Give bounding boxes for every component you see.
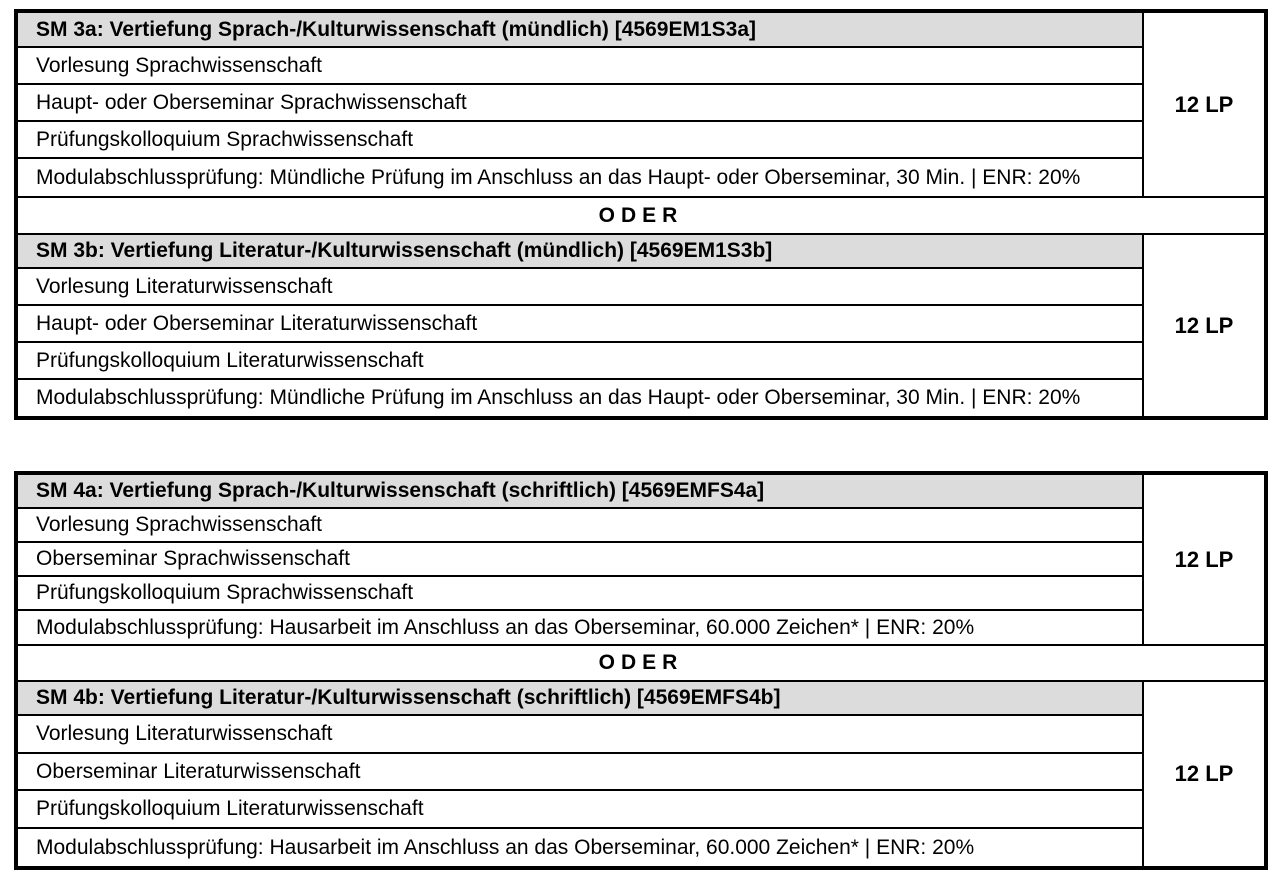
module-item: Vorlesung Sprachwissenschaft [18, 509, 1142, 543]
module-title: SM 4a: Vertiefung Sprach-/Kulturwissenschaft (schriftlich) [4569EMFS4a] [18, 475, 1142, 509]
module-title: SM 3b: Vertiefung Literatur-/Kulturwissenschaft (mündlich) [4569EM1S3b] [18, 235, 1142, 269]
credits-cell: 12 LP [1142, 475, 1264, 644]
module-exam: Modulabschlussprüfung: Mündliche Prüfung im Anschluss an das Haupt- oder Oberseminar, 30 Min. | ENR: 20% [36, 165, 1081, 189]
module-exam: Modulabschlussprüfung: Hausarbeit im Anschluss an das Oberseminar, 60.000 Zeichen* | ENR: 20% [36, 615, 975, 639]
module-exam: Modulabschlussprüfung: Mündliche Prüfung im Anschluss an das Haupt- oder Oberseminar, 30 Min. | ENR: 20% [36, 386, 1081, 409]
module-item: Oberseminar Sprachwissenschaft [18, 543, 1142, 577]
credits-cell: 12 LP [1142, 235, 1264, 416]
module-item: Prüfungskolloquium Sprachwissenschaft [18, 577, 1142, 611]
module-exam: Modulabschlussprüfung: Hausarbeit im Anschluss an das Oberseminar, 60.000 Zeichen* | ENR: 20% [36, 835, 975, 859]
module-item: Oberseminar Literaturwissenschaft [18, 754, 1142, 791]
module-item: Haupt- oder Oberseminar Literaturwissenschaft [18, 306, 1142, 343]
module-item: Vorlesung Sprachwissenschaft [18, 48, 1142, 85]
module-sm4b [18, 682, 1142, 866]
oder-separator: ODER [18, 196, 1264, 235]
module-table-sm3 [14, 9, 1268, 420]
module-sm3a [18, 13, 1142, 196]
module-item: Vorlesung Literaturwissenschaft [18, 716, 1142, 754]
module-title: SM 4b: Vertiefung Literatur-/Kulturwissenschaft (schriftlich) [4569EMFS4b] [18, 682, 1142, 716]
module-item: Prüfungskolloquium Literaturwissenschaft [18, 791, 1142, 829]
module-table-sm4 [14, 471, 1268, 870]
module-sm4a [18, 475, 1142, 644]
credits-cell: 12 LP [1142, 682, 1264, 866]
oder-separator: ODER [18, 644, 1264, 682]
credits-cell: 12 LP [1142, 13, 1264, 196]
module-item: Haupt- oder Oberseminar Sprachwissenschaft [18, 85, 1142, 122]
module-item: Prüfungskolloquium Literaturwissenschaft [18, 343, 1142, 380]
module-title: SM 3a: Vertiefung Sprach-/Kulturwissenschaft (mündlich) [4569EM1S3a] [18, 13, 1142, 48]
module-item: Vorlesung Literaturwissenschaft [18, 269, 1142, 306]
module-item: Prüfungskolloquium Sprachwissenschaft [18, 122, 1142, 159]
module-sm3b [18, 235, 1142, 416]
